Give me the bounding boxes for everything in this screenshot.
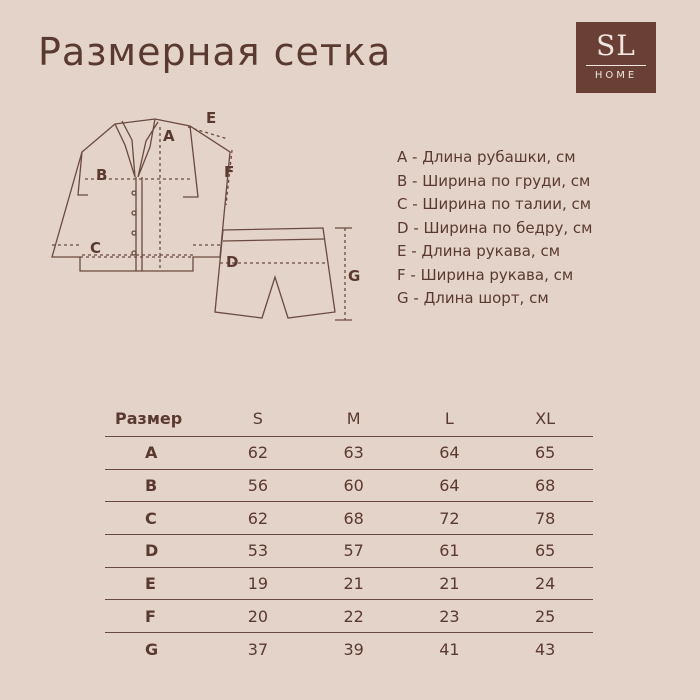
table-cell: 65 [534, 541, 556, 561]
size-header-xl: XL [535, 408, 556, 428]
table-cell: 62 [247, 443, 269, 463]
table-cell: 57 [343, 541, 364, 561]
logo-divider [586, 65, 646, 66]
shirt-sleeve-seam-right [183, 126, 198, 197]
table-cell: 68 [534, 476, 556, 496]
table-cell: 65 [534, 443, 556, 463]
row-label: B [145, 476, 158, 496]
table-cell: 63 [343, 443, 364, 463]
legend-item-b: B - Ширина по груди, см [397, 171, 591, 190]
table-cell: 39 [343, 639, 364, 659]
table-cell: 43 [534, 639, 556, 659]
table-cell: 56 [247, 476, 269, 496]
table-cell: 24 [534, 574, 556, 594]
table-row [105, 633, 593, 666]
shirt-label-a: A [163, 127, 175, 145]
legend-item-a: A - Длина рубашки, см [397, 148, 576, 166]
shirt-label-c: C [90, 239, 102, 257]
legend-item-d: D - Ширина по бедру, см [397, 218, 593, 237]
table-cell: 20 [247, 606, 269, 626]
table-cell: 61 [439, 541, 460, 561]
table-cell: 53 [247, 541, 269, 561]
table-cell: 21 [343, 574, 364, 594]
shorts-outline [215, 228, 335, 318]
measurement-legend [397, 146, 592, 311]
legend-item-e: E - Длина рукава, см [397, 242, 561, 260]
table-cell: 68 [343, 508, 364, 528]
table-cell: 41 [439, 639, 460, 659]
table-row [105, 437, 593, 470]
table-row [105, 600, 593, 633]
row-label: C [145, 508, 157, 528]
table-row [105, 567, 593, 600]
legend-item-c: C - Ширина по талии, см [397, 195, 592, 213]
table-cell: 21 [439, 574, 460, 594]
table-cell: 25 [534, 606, 556, 626]
table-cell: 62 [247, 508, 269, 528]
size-header-s: S [252, 408, 263, 428]
table-cell: 22 [343, 606, 364, 626]
table-cell: 19 [247, 574, 269, 594]
row-label: G [145, 639, 159, 659]
shirt-button [132, 191, 136, 195]
table-cell: 64 [439, 443, 460, 463]
table-row [105, 535, 593, 568]
brand-logo [576, 22, 656, 93]
legend-item-g: G - Длина шорт, см [397, 289, 549, 307]
shirt-label-f: F [224, 163, 235, 181]
legend-item-f: F - Ширина рукава, см [397, 265, 574, 284]
garment-diagram-svg [30, 105, 370, 345]
table-cell: 72 [439, 508, 460, 528]
logo-monogram: SL [596, 29, 636, 62]
shorts-label-g: G [348, 267, 361, 285]
table-cell: 64 [439, 476, 460, 496]
size-table-header [105, 400, 593, 437]
shorts-waistband [223, 239, 324, 241]
shorts-label-d: D [226, 253, 239, 271]
garment-diagram [30, 105, 370, 349]
size-header-m: M [346, 408, 361, 428]
table-row [105, 469, 593, 502]
shirt-label-e: E [206, 109, 217, 127]
size-table [105, 400, 593, 665]
row-label: A [145, 443, 158, 463]
row-label: E [145, 574, 156, 594]
table-row [105, 502, 593, 535]
table-cell: 23 [439, 606, 460, 626]
table-cell: 37 [247, 639, 269, 659]
row-label: F [145, 606, 156, 626]
table-cell: 60 [343, 476, 364, 496]
size-header-l: L [444, 408, 454, 428]
row-label: D [145, 541, 159, 561]
shirt-collar [115, 119, 158, 177]
page-title: Размерная сетка [38, 30, 392, 74]
logo-word: HOME [594, 70, 638, 81]
table-cell: 78 [534, 508, 556, 528]
size-header-label: Размер [115, 408, 183, 428]
shirt-label-b: B [96, 166, 108, 184]
